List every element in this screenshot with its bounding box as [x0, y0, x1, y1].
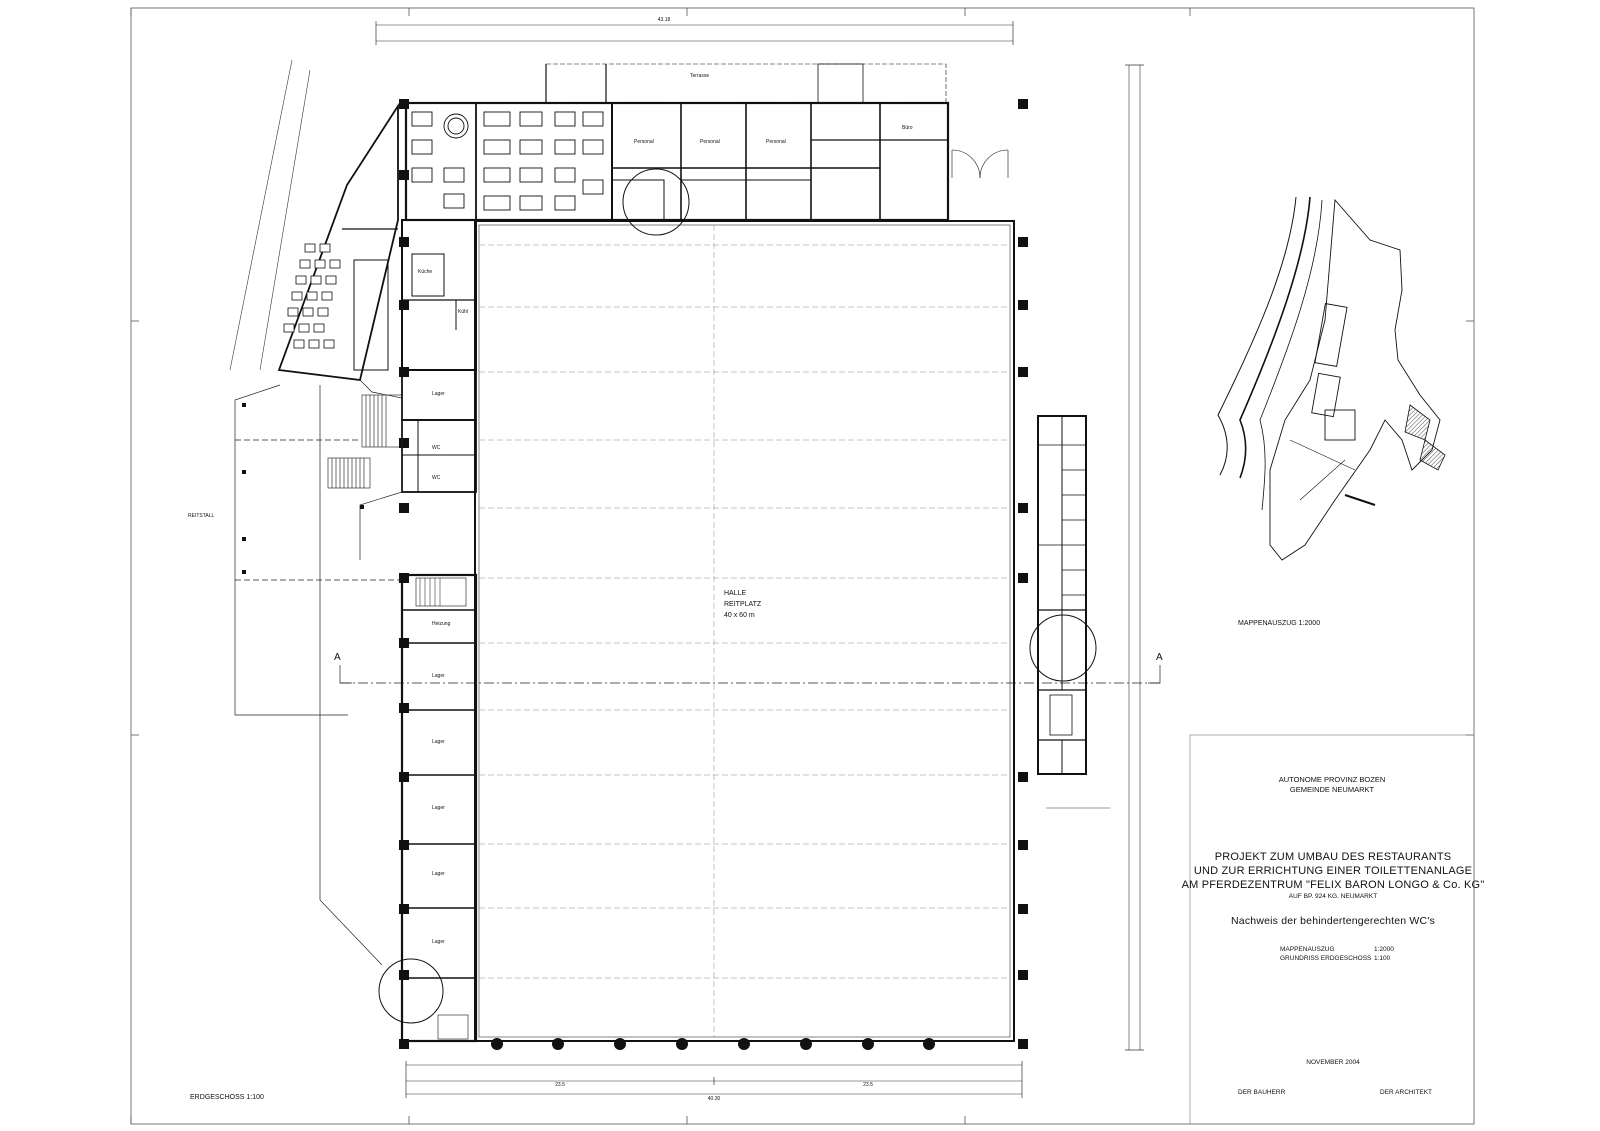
- toilet-block: [1038, 416, 1086, 774]
- drawing-subject: Nachweis der behindertengerechten WC's: [1231, 915, 1435, 927]
- drawing-date: NOVEMBER 2004: [1306, 1059, 1360, 1066]
- room-label-wc-1: WC: [432, 445, 441, 451]
- stair-west: [328, 395, 402, 488]
- dining-tables: [284, 244, 340, 348]
- site-map-drawing: [1218, 197, 1445, 560]
- room-label-heizung: Heizung: [432, 621, 451, 627]
- project-title-line-3: AM PFERDEZENTRUM "FELIX BARON LONGO & Co. KG": [1181, 879, 1485, 891]
- stable-label: REITSTALL: [188, 513, 215, 519]
- room-label-terrasse: Terrasse: [690, 73, 710, 79]
- authority-line-1: AUTONOME PROVINZ BOZEN: [1278, 775, 1386, 784]
- site-map-caption: MAPPENAUSZUG 1:2000: [1238, 620, 1321, 627]
- restaurant-tables: [412, 112, 603, 210]
- dim-bottom-total: 40.30: [707, 1096, 721, 1102]
- room-label-lager-6: Lager: [432, 391, 445, 397]
- room-label-kueche: Küche: [418, 269, 433, 275]
- room-label-lager-2: Lager: [432, 739, 445, 745]
- sheet-frame: [131, 8, 1474, 1124]
- authority-line-2: GEMEINDE NEUMARKT: [1289, 785, 1375, 794]
- room-label-personal-3: Personal: [766, 139, 786, 145]
- project-title-line-2: UND ZUR ERRICHTUNG EINER TOILETTENANLAGE: [1193, 865, 1473, 877]
- room-label-lager-3: Lager: [432, 805, 445, 811]
- dim-top-total: 43.18: [657, 17, 671, 23]
- room-label-personal-2: Personal: [700, 139, 720, 145]
- sheet-scale-mappenauszug: 1:2000: [1374, 946, 1394, 953]
- sheet-label-mappenauszug: MAPPENAUSZUG: [1280, 946, 1335, 953]
- room-label-lager-5: Lager: [432, 939, 445, 945]
- floor-plan-caption: ERDGESCHOSS 1:100: [190, 1094, 264, 1101]
- room-label-lager-1: Lager: [432, 673, 445, 679]
- room-label-buero: Büro: [902, 125, 913, 131]
- section-marker-left: A: [334, 652, 341, 663]
- dim-bottom-half-right: 23.5: [863, 1082, 873, 1088]
- arena-size-label: 40 x 60 m: [724, 612, 755, 619]
- kitchen-block: [402, 220, 476, 492]
- sheet-label-grundriss: GRUNDRISS ERDGESCHOSS: [1280, 955, 1372, 962]
- west-outline: [235, 380, 402, 965]
- room-label-personal-1: Personal: [634, 139, 654, 145]
- room-label-lager-4: Lager: [432, 871, 445, 877]
- room-label-kuehl: Kühl: [458, 309, 469, 315]
- client-signature-label: DER BAUHERR: [1238, 1089, 1286, 1096]
- hall-columns: [491, 1038, 935, 1050]
- project-title-line-4: AUF BP. 924 KG. NEUMARKT: [1288, 893, 1378, 900]
- project-title-line-1: PROJEKT ZUM UMBAU DES RESTAURANTS: [1214, 851, 1452, 863]
- architect-signature-label: DER ARCHITEKT: [1380, 1089, 1433, 1096]
- hall-label: HALLE: [724, 590, 747, 597]
- dimension-ticks: [376, 21, 1144, 1098]
- structural-piers: [399, 99, 1028, 1049]
- room-label-wc-2: WC: [432, 475, 441, 481]
- section-marker-right: A: [1156, 652, 1163, 663]
- sheet-scale-grundriss: 1:100: [1374, 955, 1391, 962]
- arena-label: REITPLATZ: [724, 601, 762, 608]
- stable-posts: [242, 403, 364, 574]
- dim-bottom-half-left: 23.5: [555, 1082, 565, 1088]
